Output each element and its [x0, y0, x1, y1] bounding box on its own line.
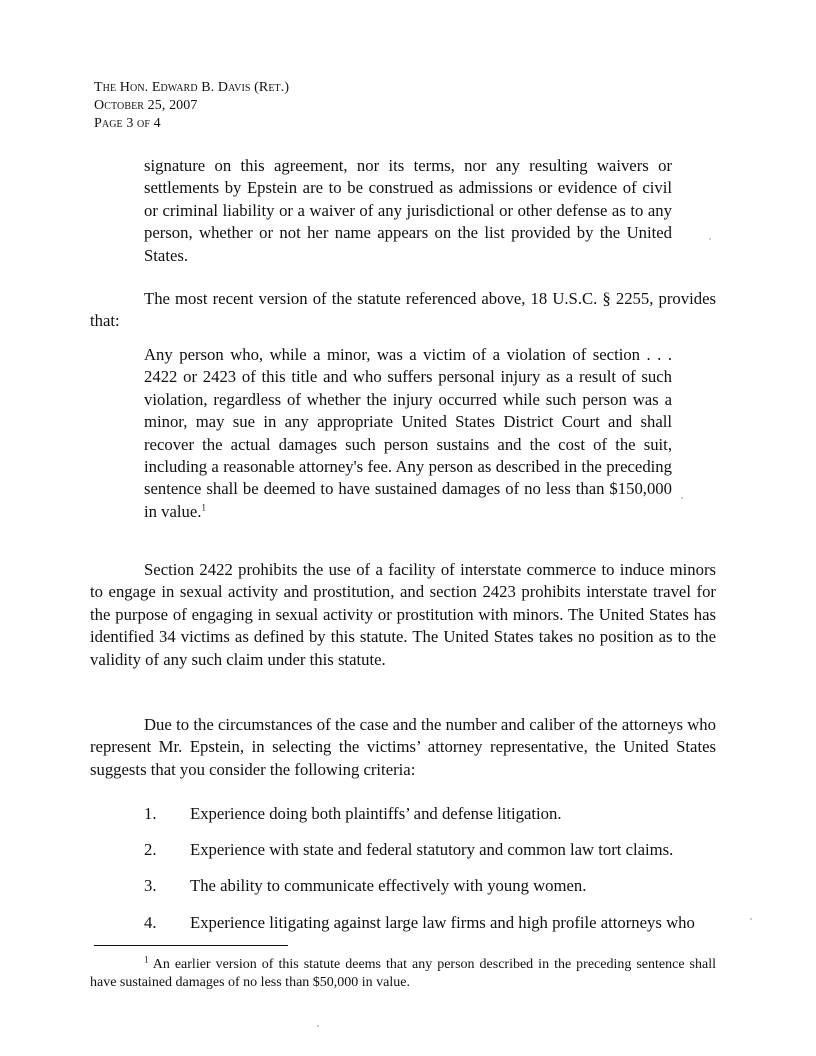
letterhead	[94, 79, 289, 133]
continued-paragraph: signature on this agreement, nor its terms, nor any resulting waivers or settlements by Epstein are to be construed as admissions or evidence of civil or criminal liability or a waiver of any jurisdictional or other defense as to any person, whether or not her name appears on the list provided by the United States.	[144, 156, 672, 265]
footnote-reference: 1	[201, 502, 206, 513]
criteria-item-text: Experience with state and federal statutory and common law tort claims.	[190, 840, 674, 859]
footnote-marker: 1	[144, 954, 149, 965]
criteria-item-number: 3.	[144, 876, 157, 895]
criteria-item-number: 2.	[144, 840, 157, 859]
scan-speck	[709, 238, 711, 240]
scan-speck	[750, 918, 752, 920]
criteria-item-number: 1.	[144, 804, 157, 823]
criteria-item	[144, 839, 720, 861]
criteria-item	[144, 875, 720, 897]
criteria-item-text: The ability to communicate effectively with young women.	[190, 876, 587, 895]
criteria-item	[144, 912, 720, 934]
criteria-item	[144, 803, 720, 825]
footnote-text: An earlier version of this statute deems that any person described in the preceding sentence shall have sustained damages of no less than $50,000 in value.	[90, 957, 716, 990]
statute-intro-paragraph: The most recent version of the statute referenced above, 18 U.S.C. § 2255, provides that:	[90, 289, 716, 331]
criteria-intro-paragraph: Due to the circumstances of the case and the number and caliber of the attorneys who represent Mr. Epstein, in selecting the victims’ attorney representative, the United States suggests that you consider the following criteria:	[90, 715, 716, 779]
page-number: Page 3 of 4	[94, 116, 161, 131]
section-2422-paragraph: Section 2422 prohibits the use of a facility of interstate commerce to induce minors to engage in sexual activity and prostitution, and section 2423 prohibits interstate travel for the purpose of engaging in sexual activity or prostitution with minors. The United States has identified 34 victims as defined by this statute. The United States takes no position as to the validity of any such claim under this statute.	[90, 560, 716, 669]
footnote	[90, 956, 716, 992]
recipient-name: The Hon. Edward B. Davis (Ret.)	[94, 80, 290, 95]
criteria-item-number: 4.	[144, 913, 157, 932]
footnote-divider	[94, 945, 288, 946]
letter-date: October 25, 2007	[94, 98, 198, 113]
scan-speck	[681, 497, 683, 499]
statute-quote-text: Any person who, while a minor, was a victim of a violation of section . . . 2422 or 2423 of this title and who suffers personal injury as a result of such violation, regardless of whether the injury occurred while such person was a minor, may sue in any appropriate United States District Court and shall recover the actual damages such person sustains and the cost of the suit, including a reasonable attorney's fee. Any person as described in the preceding sentence shall be deemed to have sustained damages of no less than $150,000 in value.	[144, 345, 672, 521]
statute-block-quote	[144, 344, 672, 523]
scan-speck	[317, 1025, 319, 1027]
criteria-item-text: Experience litigating against large law firms and high profile attorneys who	[190, 913, 695, 932]
criteria-item-text: Experience doing both plaintiffs’ and defense litigation.	[190, 804, 562, 823]
